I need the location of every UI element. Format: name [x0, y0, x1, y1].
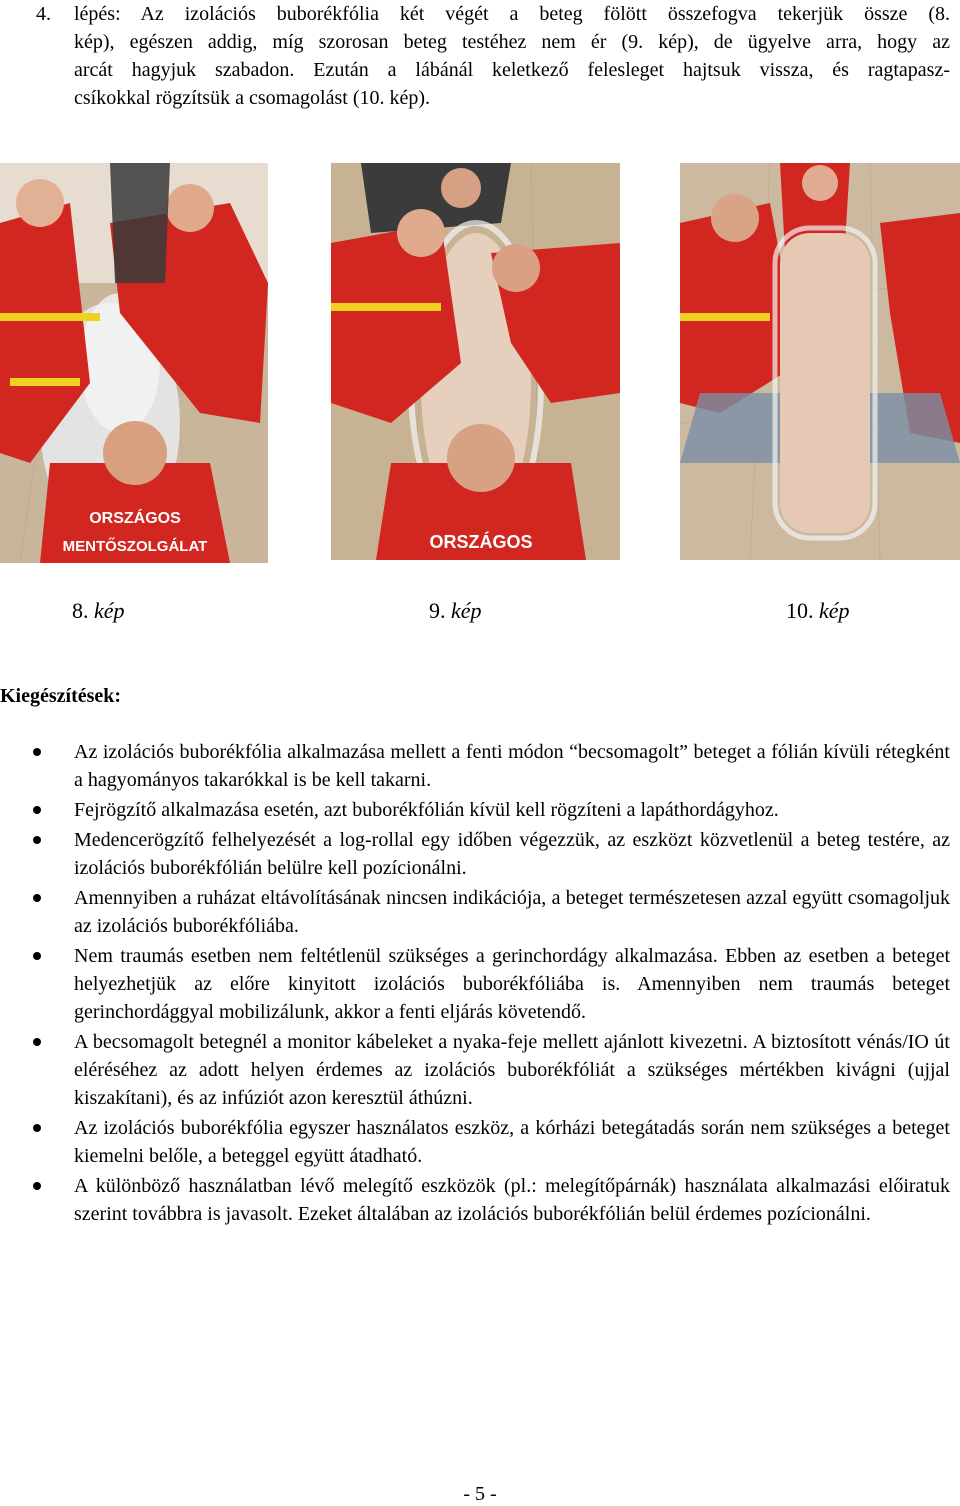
caption-9 — [429, 596, 482, 626]
bullet-icon — [33, 836, 41, 844]
step-line-4: csíkokkal rögzítsük a csomagolást (10. kép). — [74, 87, 431, 109]
section-heading: Kiegészítések: — [0, 685, 122, 707]
step-line-1: lépés: Az izolációs buborékfólia két végét a beteg fölött összefogva tekerjük össze (8. — [74, 3, 950, 25]
list-item-text: Az izolációs buborékfólia egyszer használatos eszköz, a kórházi betegátadás során nem szükséges a beteget kiemelni belőle, a beteggel együtt átadható. — [74, 1117, 950, 1167]
list-item-text: Amennyiben a ruházat eltávolításának nincsen indikációja, a beteget természetesen azzal együtt csomagoljuk az izolációs buborékfóliába. — [74, 887, 950, 937]
list-item-text: Az izolációs buborékfólia alkalmazása mellett a fenti módon “becsomagolt” beteget a fólián kívüli rétegként a hagyományos takarókkal is be kell takarni. — [74, 741, 950, 791]
supplement-list — [0, 738, 950, 1230]
page-number: - 5 - — [463, 1483, 497, 1505]
photo-8-label-1: ORSZÁGOS — [89, 510, 181, 527]
list-item — [0, 1172, 950, 1228]
list-item — [0, 796, 950, 824]
caption-9-word: kép — [451, 598, 482, 623]
bullet-icon — [33, 1038, 41, 1046]
bullet-icon — [33, 894, 41, 902]
bullet-icon — [33, 1124, 41, 1132]
step-line-3: arcát hagyjuk szabadon. Ezután a lábánál keletkező felesleget hajtsuk vissza, és ragtapasz- — [74, 59, 950, 81]
step-number: 4. — [36, 3, 51, 25]
caption-8-word: kép — [94, 598, 125, 623]
bullet-icon — [33, 1182, 41, 1190]
list-item — [0, 1028, 950, 1112]
list-item-text: A becsomagolt betegnél a monitor kábeleket a nyaka-feje mellett ajánlott kivezetni. A biztosított vénás/IO út eléréséhez az adott helyen érdemes az izolációs buborékfóliát a szükséges mértékben kivágni (ujjal kiszakítani), és az infúziót azon keresztül áthúzni. — [74, 1031, 950, 1109]
list-item — [0, 738, 950, 794]
list-item — [0, 884, 950, 940]
list-item — [0, 1114, 950, 1170]
photo-9 — [331, 163, 620, 560]
list-item-text: Fejrögzítő alkalmazása esetén, azt buborékfólián kívül kell rögzíteni a lapáthordágyhoz. — [74, 799, 779, 821]
caption-8-number: 8. — [72, 598, 89, 623]
photo-8-label-2: MENTŐSZOLGÁLAT — [62, 538, 208, 555]
caption-8 — [72, 596, 125, 626]
caption-9-number: 9. — [429, 598, 446, 623]
step-text — [74, 0, 950, 112]
bullet-icon — [33, 952, 41, 960]
caption-10-word: kép — [819, 598, 850, 623]
bullet-icon — [33, 748, 41, 756]
caption-10-number: 10. — [786, 598, 814, 623]
list-item — [0, 826, 950, 882]
list-item — [0, 942, 950, 1026]
list-item-text: A különböző használatban lévő melegítő eszközök (pl.: melegítőpárnák) használata alkalmazási előiratuk szerint továbbra is javasolt. Ezeket általában az izolációs buborékfólián belül érdemes pozícionálni. — [74, 1175, 950, 1225]
bullet-icon — [33, 806, 41, 814]
photo-10 — [680, 163, 960, 560]
caption-10 — [786, 596, 850, 626]
list-item-text: Medencerögzítő felhelyezését a log-rollal egy időben végezzük, az eszközt közvetlenül a beteg testére, az izolációs buborékfólián belülre kell pozícionálni. — [74, 829, 950, 879]
list-item-text: Nem traumás esetben nem feltétlenül szükséges a gerinchordágy alkalmazása. Ebben az esetben a beteget helyezhetjük az előre kinyitott izolációs buborékfóliába is. Amennyiben nem traumás beteget gerinchordággyal mobilizálunk, akkor a fenti eljárás követendő. — [74, 945, 950, 1023]
photo-8 — [0, 163, 268, 563]
step-line-2: kép), egészen addig, míg szorosan beteg testéhez nem ér (9. kép), de ügyelve arra, hogy az — [74, 31, 950, 53]
photo-9-label: ORSZÁGOS — [429, 532, 533, 552]
